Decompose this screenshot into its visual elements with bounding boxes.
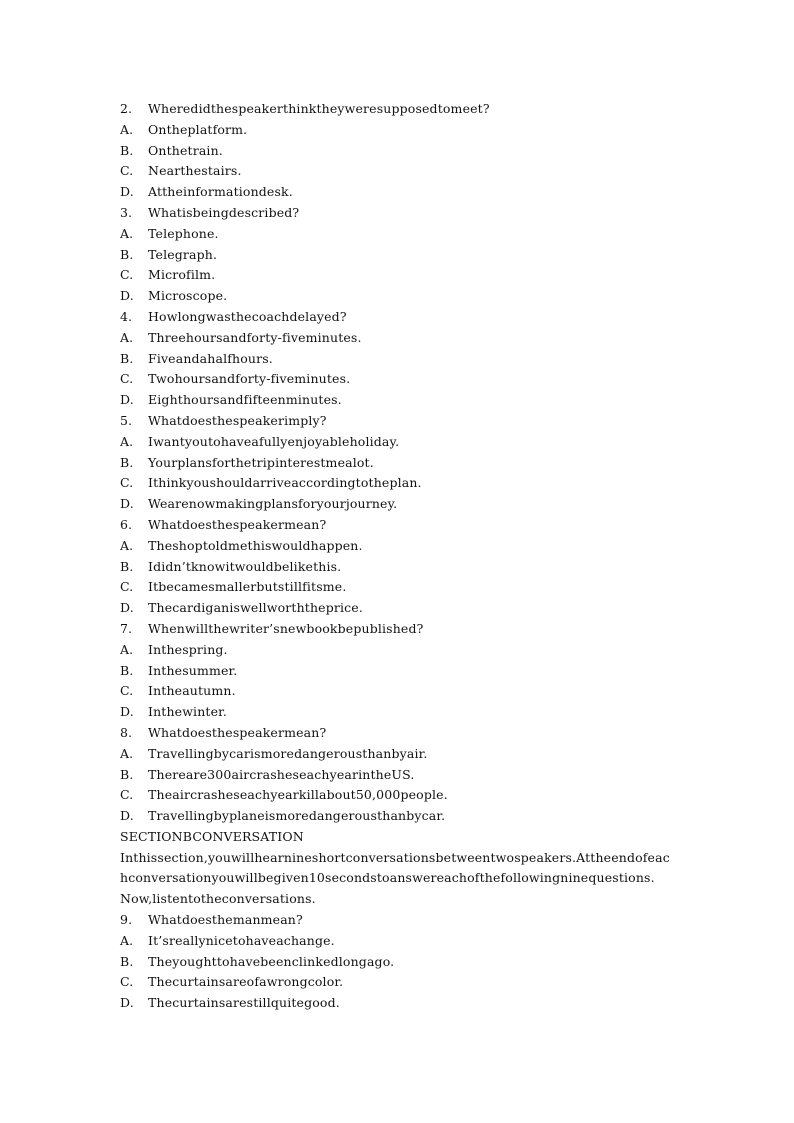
question-number: 2. (120, 101, 133, 116)
question-text: Whatdoesthespeakermean? (148, 516, 327, 532)
option-line (120, 265, 680, 286)
option-line (120, 141, 680, 162)
option-line (120, 245, 680, 266)
question-text: Whatisbeingdescribed? (148, 204, 300, 220)
instruction-line-1: Inthissection,youwillhearnineshortconversationsbetweentwospeakers.Attheendofeac (120, 849, 670, 865)
option-text: Travellingbycarismoredangerousthanbyair. (148, 745, 428, 761)
option-line (120, 557, 680, 578)
option-letter: D. (120, 392, 134, 408)
question-line (120, 619, 680, 640)
option-text: Ididn’tknowitwouldbelikethis. (148, 558, 342, 574)
option-letter: C. (120, 974, 134, 990)
option-letter: C. (120, 579, 134, 595)
option-line (120, 661, 680, 682)
question-line (120, 411, 680, 432)
option-letter: B. (120, 558, 134, 574)
question-number: 3. (120, 204, 133, 220)
option-text: Thecardiganiswellworththeprice. (148, 600, 363, 616)
option-line (120, 182, 680, 203)
question-line (120, 515, 680, 536)
option-line (120, 369, 680, 390)
option-line (120, 286, 680, 307)
option-letter: C. (120, 683, 134, 699)
question-line (120, 99, 680, 120)
option-text: Microfilm. (148, 267, 216, 283)
option-line (120, 765, 680, 786)
option-line (120, 120, 680, 141)
question-text: Whatdoesthemanmean? (148, 912, 303, 928)
option-text: Eighthoursandfifteenminutes. (148, 392, 342, 408)
option-letter: B. (120, 953, 134, 969)
option-text: Ithinkyoushouldarriveaccordingtotheplan. (148, 475, 422, 491)
option-letter: D. (120, 184, 134, 200)
question-line (120, 307, 680, 328)
option-letter: B. (120, 766, 134, 782)
option-letter: A. (120, 225, 134, 241)
option-text: Theshoptoldmethiswouldhappen. (148, 537, 363, 553)
option-text: It’sreallynicetohaveachange. (148, 932, 335, 948)
option-line (120, 328, 680, 349)
option-line (120, 536, 680, 557)
option-text: Telegraph. (148, 246, 218, 262)
question-text: Whatdoesthespeakerimply? (148, 412, 327, 428)
option-line (120, 349, 680, 370)
question-number: 6. (120, 516, 133, 532)
option-line (120, 681, 680, 702)
option-letter: C. (120, 371, 134, 387)
question-line (120, 723, 680, 744)
option-text: Twohoursandforty-fiveminutes. (148, 371, 351, 387)
option-text: Itbecamesmallerbutstillfitsme. (148, 579, 347, 595)
option-text: Theaircrasheseachyearkillabout50,000people. (148, 787, 448, 803)
option-text: Travellingbyplaneismoredangerousthanbycar. (148, 808, 446, 824)
option-letter: A. (120, 329, 134, 345)
option-letter: D. (120, 995, 134, 1011)
option-text: Intheautumn. (148, 683, 236, 699)
option-letter: A. (120, 641, 134, 657)
option-line (120, 931, 680, 952)
option-line (120, 390, 680, 411)
question-block-2 (120, 910, 680, 1014)
option-letter: A. (120, 932, 134, 948)
option-text: Wearenowmakingplansforyourjourney. (148, 496, 398, 512)
option-letter: D. (120, 808, 134, 824)
question-line (120, 203, 680, 224)
option-text: Thereare300aircrasheseachyearintheUS. (148, 766, 415, 782)
option-letter: C. (120, 163, 134, 179)
option-text: Iwantyoutohaveafullyenjoyableholiday. (148, 433, 400, 449)
option-letter: D. (120, 288, 134, 304)
option-letter: A. (120, 537, 134, 553)
option-line (120, 224, 680, 245)
option-text: Nearthestairs. (148, 163, 242, 179)
option-letter: C. (120, 475, 134, 491)
option-letter: B. (120, 142, 134, 158)
option-line (120, 453, 680, 474)
question-text: Howlongwasthecoachdelayed? (148, 308, 347, 324)
question-number: 4. (120, 308, 133, 324)
option-text: Inthewinter. (148, 704, 228, 720)
document-page (120, 99, 680, 1014)
option-line (120, 806, 680, 827)
option-text: Attheinformationdesk. (148, 184, 293, 200)
question-text: Wheredidthespeakerthinktheyweresupposedtomeet? (148, 101, 490, 116)
option-text: Inthespring. (148, 641, 228, 657)
question-number: 9. (120, 912, 133, 928)
option-line (120, 744, 680, 765)
question-number: 8. (120, 724, 133, 740)
section-heading: SECTIONBCONVERSATION (120, 828, 304, 844)
option-letter: B. (120, 246, 134, 262)
option-letter: C. (120, 267, 134, 283)
option-letter: C. (120, 787, 134, 803)
option-text: Ontheplatform. (148, 121, 248, 137)
option-text: Onthetrain. (148, 142, 223, 158)
option-letter: A. (120, 121, 134, 137)
option-letter: A. (120, 433, 134, 449)
option-letter: B. (120, 454, 134, 470)
option-text: Threehoursandforty-fiveminutes. (148, 329, 362, 345)
option-line (120, 432, 680, 453)
question-block-1 (120, 99, 680, 827)
option-line (120, 972, 680, 993)
option-letter: B. (120, 662, 134, 678)
instruction-line-2: hconversationyouwillbegiven10secondstoanswereachofthefollowingninequestions. (120, 870, 655, 886)
option-letter: A. (120, 745, 134, 761)
option-line (120, 161, 680, 182)
option-line (120, 993, 680, 1014)
option-line (120, 785, 680, 806)
instruction-line-3: Now,listentotheconversations. (120, 891, 316, 907)
question-number: 7. (120, 620, 133, 636)
option-text: Telephone. (148, 225, 219, 241)
option-text: Yourplansforthetripinterestmealot. (148, 454, 374, 470)
option-text: Microscope. (148, 288, 228, 304)
option-letter: D. (120, 704, 134, 720)
option-text: Fiveandahalfhours. (148, 350, 273, 366)
option-line (120, 577, 680, 598)
option-text: Theyoughttohavebeenclinkedlongago. (148, 953, 395, 969)
option-letter: D. (120, 496, 134, 512)
option-text: Inthesummer. (148, 662, 238, 678)
option-line (120, 473, 680, 494)
question-number: 5. (120, 412, 133, 428)
option-line (120, 494, 680, 515)
option-line (120, 640, 680, 661)
option-line (120, 952, 680, 973)
option-text: Thecurtainsareofawrongcolor. (148, 974, 344, 990)
option-letter: D. (120, 600, 134, 616)
option-text: Thecurtainsarestillquitegood. (148, 995, 340, 1011)
option-letter: B. (120, 350, 134, 366)
option-line (120, 702, 680, 723)
question-text: Whenwillthewriter’snewbookbepublished? (148, 620, 424, 636)
question-line (120, 910, 680, 931)
option-line (120, 598, 680, 619)
question-text: Whatdoesthespeakermean? (148, 724, 327, 740)
